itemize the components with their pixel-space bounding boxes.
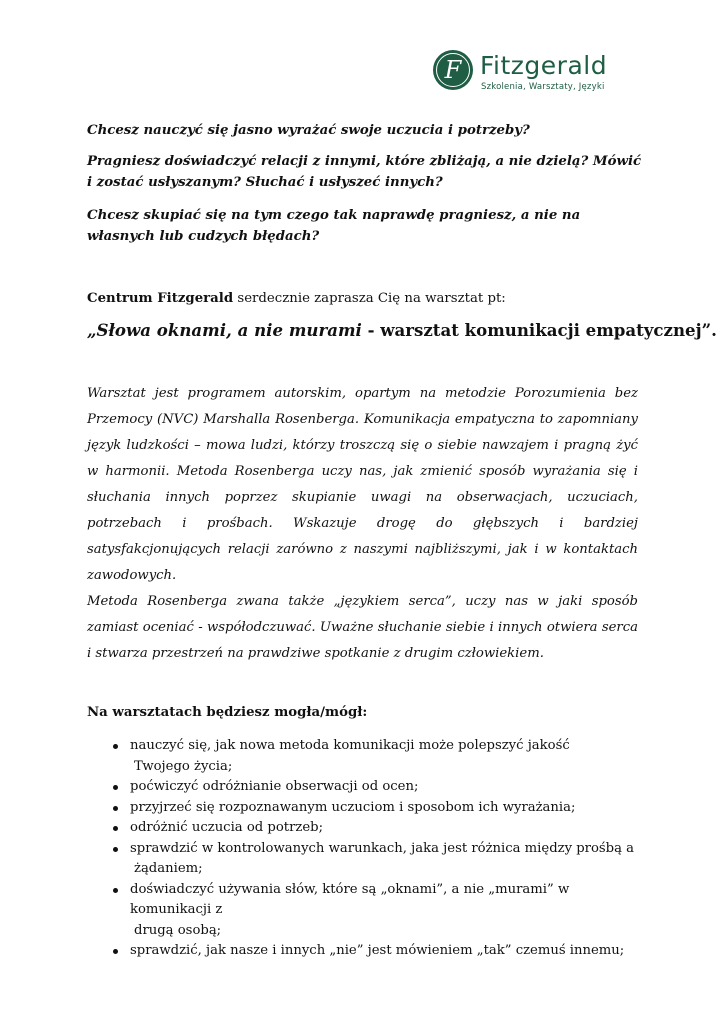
logo-name: Fitzgerald xyxy=(480,51,608,80)
list-item-text: nauczyć się, jak nowa metoda komunikacji może polepszyć jakość xyxy=(130,738,570,753)
title-open-quote: „ xyxy=(87,320,97,340)
list-item-text: sprawdzić, jak nasze i innych „nie” jest mówieniem „tak” czemuś innemu; xyxy=(130,943,625,958)
list-heading: Na warsztatach będziesz mogła/mógł: xyxy=(87,705,368,720)
title-italic-part: Słowa oknami, a nie murami xyxy=(96,320,362,340)
question-3: Chcesz skupiać się na tym czego tak naprawdę pragniesz, a nie na własnych lub cudzych błędach? xyxy=(87,208,581,244)
list-item-continuation: żądaniem; xyxy=(134,861,203,876)
logo-monogram: F xyxy=(436,53,470,87)
question-1: Chcesz nauczyć się jasno wyrażać swoje uczucia i potrzeby? xyxy=(87,123,530,138)
workshop-description xyxy=(87,381,638,667)
list-item xyxy=(87,777,647,798)
list-item-text: poćwiczyć odróżnianie obserwacji od ocen; xyxy=(130,779,419,794)
bullet-icon xyxy=(113,806,118,811)
bullet-icon xyxy=(113,888,118,893)
invitation-line xyxy=(87,289,506,309)
invitation-org: Centrum Fitzgerald xyxy=(87,291,234,306)
benefits-list xyxy=(87,736,647,962)
bullet-icon xyxy=(113,785,118,790)
workshop-title xyxy=(87,318,717,342)
invitation-text: serdecznie zaprasza Cię na warsztat pt: xyxy=(233,291,506,306)
list-item-text: odróżnić uczucia od potrzeb; xyxy=(130,820,324,835)
list-item-text: doświadczyć używania słów, które są „oknami”, a nie „murami” w komunikacji z xyxy=(130,881,570,917)
list-item xyxy=(87,736,647,777)
list-item-text: sprawdzić w kontrolowanych warunkach, jaka jest różnica między prośbą a xyxy=(130,840,635,856)
bullet-icon xyxy=(113,744,118,749)
title-rest: - warsztat komunikacji empatycznej”. xyxy=(361,320,717,340)
bullet-icon xyxy=(113,826,118,831)
question-2: Pragniesz doświadczyć relacji z innymi, które zbliżają, a nie dzielą? Mówić i zostać usłyszanym? Słuchać i usłyszeć innych? xyxy=(87,154,642,190)
list-item-continuation: Twojego życia; xyxy=(134,758,233,774)
list-item-continuation: drugą osobą; xyxy=(134,922,222,938)
list-item xyxy=(87,798,647,819)
bullet-icon xyxy=(113,949,118,954)
list-item xyxy=(87,941,647,962)
list-item xyxy=(87,818,647,839)
logo-monogram-circle xyxy=(433,50,473,90)
list-item-text: przyjrzeć się rozpoznawanym uczuciom i sposobom ich wyrażania; xyxy=(130,799,576,815)
list-item xyxy=(87,839,647,880)
description-paragraph-1: Warsztat jest programem autorskim, opartym na metodzie Porozumienia bez Przemocy (NVC) Marshalla Rosenberga. Komunikacja empatyczna to zapomniany język ludzkości – mowa ludzi, którzy troszczą się o siebie nawzajem i pragną żyć w harmonii. Metoda Rosenberga uczy nas, jak zmienić sposób wyrażania się i słuchania innych poprzez skupianie uwagi na obserwacjach, uczuciach, potrzebach i prośbach. Wskazuje drogę do głębszych i bardziej satysfakcjonujących relacji zarówno z naszymi najbliższymi, jak i w kontaktach zawodowych. xyxy=(87,386,638,583)
fitzgerald-logo xyxy=(433,50,608,100)
logo-tagline: Szkolenia, Warsztaty, Języki xyxy=(481,82,605,92)
description-paragraph-2: Metoda Rosenberga zwana także „językiem serca”, uczy nas w jaki sposób zamiast oceniać - współodczuwać. Uważne słuchanie siebie i innych otwiera serca i stwarza przestrzeń na prawdziwe spotkanie z drugim człowiekiem. xyxy=(87,594,638,661)
list-item xyxy=(87,880,647,942)
bullet-icon xyxy=(113,847,118,852)
